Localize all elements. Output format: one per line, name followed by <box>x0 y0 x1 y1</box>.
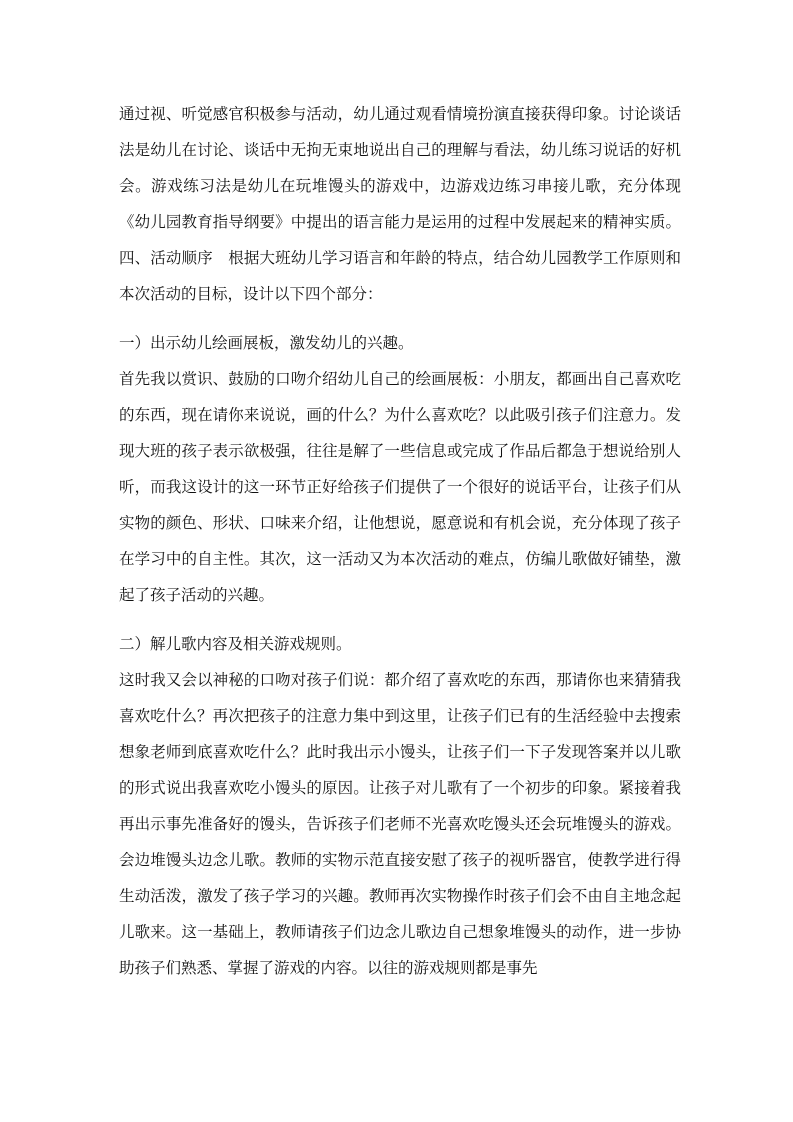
paragraph-section-one: 首先我以赏识、鼓励的口吻介绍幼儿自己的绘画展板：小朋友，都画出自己喜欢吃的东西，现在请你来说说，画的什么？为什么喜欢吃？以此吸引孩子们注意力。发现大班的孩子表示欲极强，往往是解了一些信息或完成了作品后都急于想说给别人听，而我这设计的这一环节正好给孩子们提供了一个很好的说话平台，让孩子们从实物的颜色、形状、口味来介绍，让他想说，愿意说和有机会说，充分体现了孩子在学习中的自主性。其次，这一活动又为本次活动的难点，仿编儿歌做好铺垫，激起了孩子活动的兴趣。 <box>119 370 681 604</box>
section-heading-one: 一）出示幼儿绘画展板，激发幼儿的兴趣。 <box>119 334 414 352</box>
document-body <box>119 96 681 986</box>
paragraph-section-two: 这时我又会以神秘的口吻对孩子们说：都介绍了喜欢吃的东西，那请你也来猜猜我喜欢吃什么？再次把孩子的注意力集中到这里，让孩子们已有的生活经验中去搜索想象老师到底喜欢吃什么？此时我出示小馒头，让孩子们一下子发现答案并以儿歌的形式说出我喜欢吃小馒头的原因。让孩子对儿歌有了一个初步的印象。紧接着我再出示事先准备好的馒头，告诉孩子们老师不光喜欢吃馒头还会玩堆馒头的游戏。会边堆馒头边念儿歌。教师的实物示范直接安慰了孩子的视听器官，使教学进行得生动活泼，激发了孩子学习的兴趣。教师再次实物操作时孩子们会不由自主地念起儿歌来。这一基础上，教师请孩子们边念儿歌边自己想象堆馒头的动作，进一步协助孩子们熟悉、掌握了游戏的内容。以往的游戏规则都是事先 <box>119 671 681 977</box>
section-heading-two: 二）解儿歌内容及相关游戏规则。 <box>119 635 352 653</box>
paragraph-activity-methods: 通过视、听觉感官积极参与活动，幼儿通过观看情境扮演直接获得印象。讨论谈话法是幼儿在讨论、谈话中无拘无束地说出自己的理解与看法，幼儿练习说话的好机会。游戏练习法是幼儿在玩堆馒头的游戏中，边游戏边练习串接儿歌，充分体现《幼儿园教育指导纲要》中提出的语言能力是运用的过程中发展起来的精神实质。四、活动顺序 根据大班幼儿学习语言和年龄的特点，结合幼儿园教学工作原则和本次活动的目标，设计以下四个部分： <box>119 105 681 303</box>
